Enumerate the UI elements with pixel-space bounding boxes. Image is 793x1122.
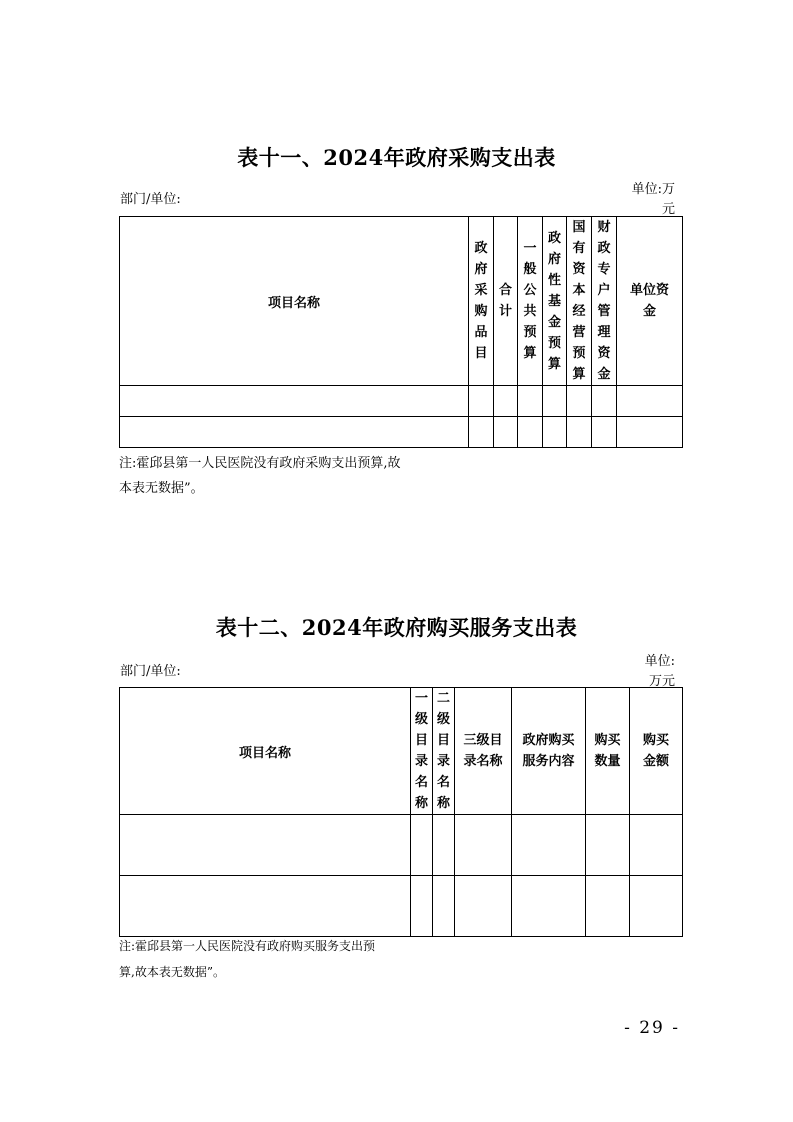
table-row <box>120 815 683 876</box>
table12-note-line1: 注:霍邱县第一人民医院没有政府购买服务支出预 <box>119 939 376 953</box>
table12-title: 表十二、2024年政府购买服务支出表 <box>215 615 578 640</box>
table11-header-special-account-funds: 财政专户管理资金 <box>592 217 617 386</box>
table11-header-unit-funds: 单位资金 <box>617 217 683 386</box>
table12-header-level1-catalog: 一级目录名称 <box>411 688 433 815</box>
table11-title: 表十一、2024年政府采购支出表 <box>237 145 556 170</box>
table11-header-procurement-item: 政府采购品目 <box>469 217 494 386</box>
table11-note-line2: 本表无数据”。 <box>119 481 204 496</box>
table11-header-general-budget: 一般公共预算 <box>518 217 543 386</box>
table12-dept-label: 部门/单位: <box>120 664 181 679</box>
table11-dept-label: 部门/单位: <box>120 192 181 207</box>
table11-header-project-name: 项目名称 <box>120 217 469 386</box>
table11-unit-line2: 元 <box>661 202 675 217</box>
table11-header-fund-budget: 政府性基金预算 <box>543 217 567 386</box>
table12-header-amount: 购买金额 <box>630 688 683 815</box>
table11-header-row <box>120 217 683 386</box>
table12-header-level3-catalog: 三级目录名称 <box>455 688 512 815</box>
table12-header-quantity: 购买数量 <box>586 688 630 815</box>
table-row <box>120 876 683 937</box>
table12 <box>119 687 683 937</box>
table12-header-project-name: 项目名称 <box>120 688 411 815</box>
table11 <box>119 216 683 448</box>
table-row <box>120 417 683 448</box>
table11-header-state-capital-budget: 国有资本经营预算 <box>567 217 592 386</box>
table-row <box>120 386 683 417</box>
table12-header-row <box>120 688 683 815</box>
table12-unit-line2: 万元 <box>648 674 675 689</box>
table12-header-service-content: 政府购买服务内容 <box>512 688 586 815</box>
table11-header-total: 合计 <box>494 217 518 386</box>
table12-note-line2: 算,故本表无数据”。 <box>119 965 225 979</box>
table12-header-level2-catalog: 二级目录名称 <box>433 688 455 815</box>
table11-unit-line1: 单位:万 <box>631 182 675 197</box>
table12-unit-line1: 单位: <box>644 654 675 669</box>
page-number: - 29 - <box>624 1018 680 1038</box>
table11-note-line1: 注:霍邱县第一人民医院没有政府采购支出预算,故 <box>119 456 401 471</box>
